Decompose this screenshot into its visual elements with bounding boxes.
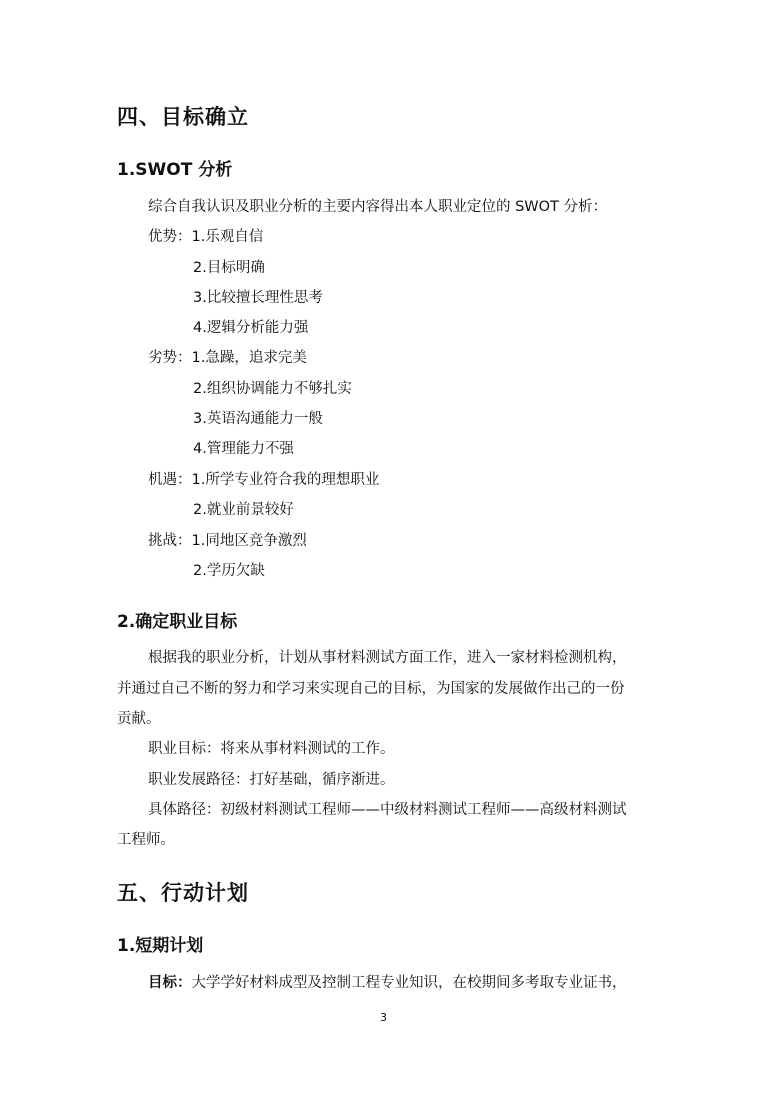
short-term-goal-text: 大学学好材料成型及控制工程专业知识，在校期间多考取专业证书， [191, 975, 627, 991]
threat-item: 1.同地区竞争激烈 [191, 533, 307, 549]
weaknesses-row [148, 348, 307, 368]
strength-item: 4.逻辑分析能力强 [193, 320, 309, 336]
career-goal-line: 职业目标：将来从事材料测试的工作。 [148, 741, 395, 757]
strengths-label: 优势： [148, 229, 192, 245]
opportunity-item: 1.所学专业符合我的理想职业 [191, 472, 380, 488]
goal-paragraph-line: 并通过自己不断的努力和学习来实现自己的目标，为国家的发展做作出己的一份 [117, 681, 625, 697]
threat-item: 2.学历欠缺 [193, 563, 265, 579]
weaknesses-label: 劣势： [148, 350, 192, 366]
opportunities-row [148, 470, 379, 490]
specific-path-line: 具体路径：初级材料测试工程师——中级材料测试工程师——高级材料测试 [148, 802, 627, 818]
specific-path-line: 工程师。 [117, 832, 175, 848]
strength-item: 1.乐观自信 [191, 229, 264, 245]
swot-heading: 1.SWOT 分析 [117, 160, 233, 180]
short-term-goal-label: 目标： [148, 975, 192, 991]
goal-paragraph-line: 根据我的职业分析，计划从事材料测试方面工作，进入一家材料检测机构， [148, 650, 627, 666]
weakness-item: 3.英语沟通能力一般 [193, 411, 323, 427]
career-path-line: 职业发展路径：打好基础，循序渐进。 [148, 772, 395, 788]
short-term-goal-line [148, 973, 627, 993]
threats-row [148, 531, 307, 551]
career-goal-heading: 2.确定职业目标 [117, 612, 238, 632]
section-4-title: 四、目标确立 [117, 105, 249, 129]
weakness-item: 4.管理能力不强 [193, 441, 294, 457]
opportunity-item: 2.就业前景较好 [193, 502, 294, 518]
goal-paragraph-line: 贡献。 [117, 711, 161, 727]
strengths-row [148, 227, 263, 247]
threats-label: 挑战： [148, 533, 192, 549]
weakness-item: 2.组织协调能力不够扎实 [193, 381, 352, 397]
short-term-heading: 1.短期计划 [117, 936, 204, 956]
strength-item: 2.目标明确 [193, 260, 265, 276]
strength-item: 3.比较擅长理性思考 [193, 290, 323, 306]
page-number: 3 [380, 1011, 387, 1024]
swot-intro: 综合自我认识及职业分析的主要内容得出本人职业定位的 SWOT 分析： [148, 199, 608, 215]
opportunities-label: 机遇： [148, 472, 192, 488]
section-5-title: 五、行动计划 [117, 881, 249, 905]
weakness-item: 1.急躁，追求完美 [191, 350, 307, 366]
